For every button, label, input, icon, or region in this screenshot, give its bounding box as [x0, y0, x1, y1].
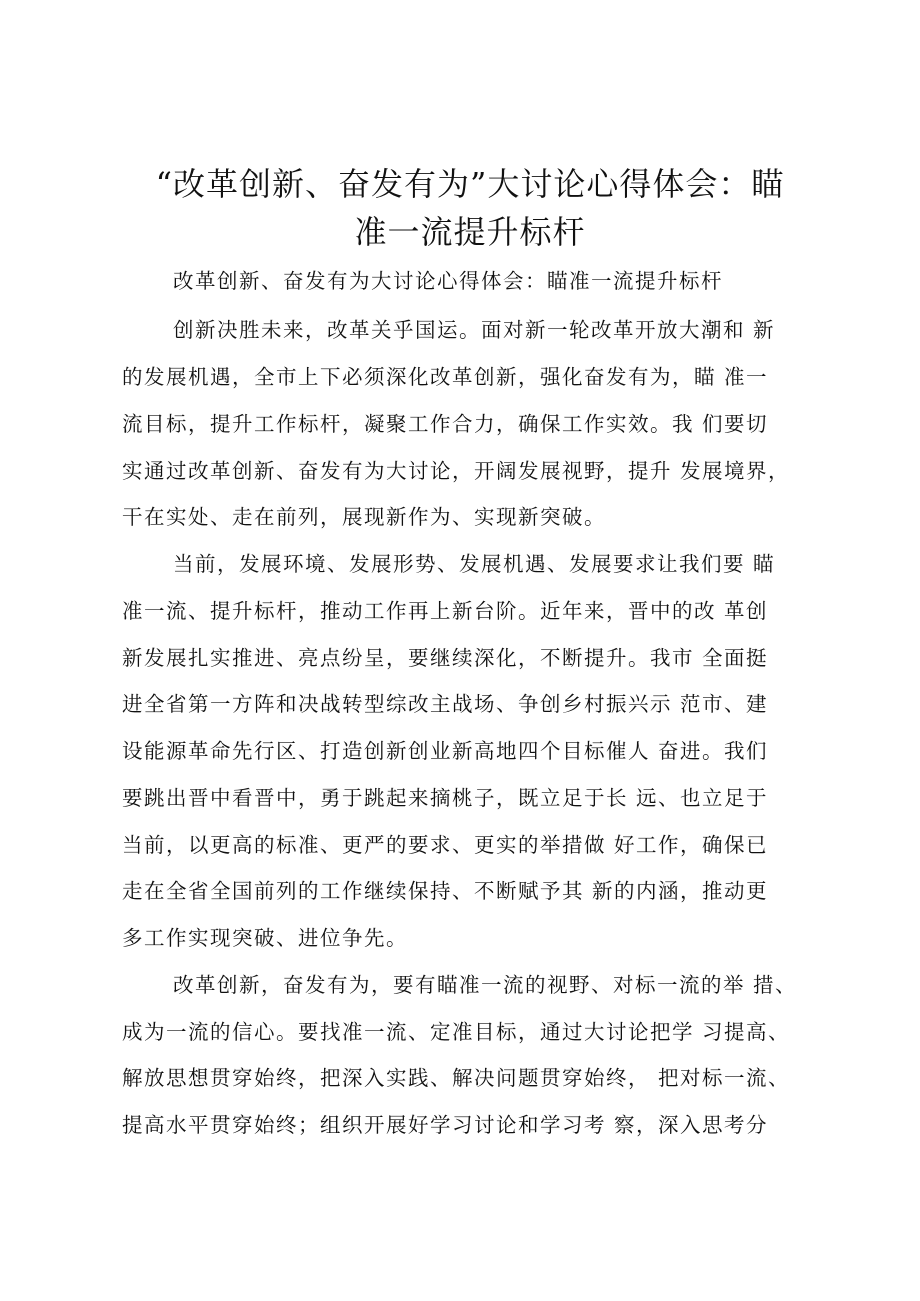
paragraph-2-line: 当前，发展环境、发展形势、发展机遇、发展要求让我们要 瞄: [173, 552, 776, 576]
paragraph-3-line: 提高水平贯穿始终；组织开展好学习讨论和学习考 察，深入思考分: [122, 1113, 769, 1137]
document-subtitle: 改革创新、奋发有为大讨论心得体会：瞄准一流提升标杆: [173, 269, 723, 293]
paragraph-2-line: 设能源革命先行区、打造创新创业新高地四个目标催人 奋进。我们: [122, 739, 769, 763]
paragraph-1-line: 实通过改革创新、奋发有为大讨论，开阔发展视野，提升 发展境界，: [122, 459, 791, 483]
paragraph-1-line: 创新决胜未来，改革关乎国运。面对新一轮改革开放大潮和 新: [173, 318, 776, 342]
paragraph-2-line: 新发展扎实推进、亮点纷呈，要继续深化，不断提升。我市 全面挺: [122, 646, 769, 670]
paragraph-1-line: 流目标，提升工作标杆，凝聚工作合力，确保工作实效。我 们要切: [122, 412, 769, 436]
document-title-line-1: “改革创新、奋发有为”大讨论心得体会：瞄: [155, 165, 785, 203]
paragraph-2-line: 要跳出晋中看晋中，勇于跳起来摘桃子，既立足于长 远、也立足于: [122, 786, 769, 810]
paragraph-2-line: 进全省第一方阵和决战转型综改主战场、争创乡村振兴示 范市、建: [122, 692, 769, 716]
paragraph-3-line: 解放思想贯穿始终，把深入实践、解决问题贯穿始终， 把对标一流、: [122, 1066, 791, 1090]
document-title-line-2: 准一流提升标杆: [354, 213, 586, 251]
paragraph-1-line: 干在实处、走在前列，展现新作为、实现新突破。: [122, 505, 606, 529]
paragraph-2-line: 准一流、提升标杆，推动工作再上新台阶。近年来，晋中的改 革创: [122, 599, 769, 623]
paragraph-3-line: 成为一流的信心。要找准一流、定准目标，通过大讨论把学 习提高、: [122, 1020, 791, 1044]
paragraph-1-line: 的发展机遇，全市上下必须深化改革创新，强化奋发有为，瞄 准一: [122, 365, 769, 389]
paragraph-2-line: 走在全省全国前列的工作继续保持、不断赋予其 新的内涵，推动更: [122, 879, 769, 903]
paragraph-2-line: 当前，以更高的标准、更严的要求、更实的举措做 好工作，确保已: [122, 833, 769, 857]
paragraph-3-line: 改革创新，奋发有为，要有瞄准一流的视野、对标一流的举 措、: [173, 973, 798, 997]
paragraph-2-line: 多工作实现突破、进位争先。: [122, 926, 408, 950]
